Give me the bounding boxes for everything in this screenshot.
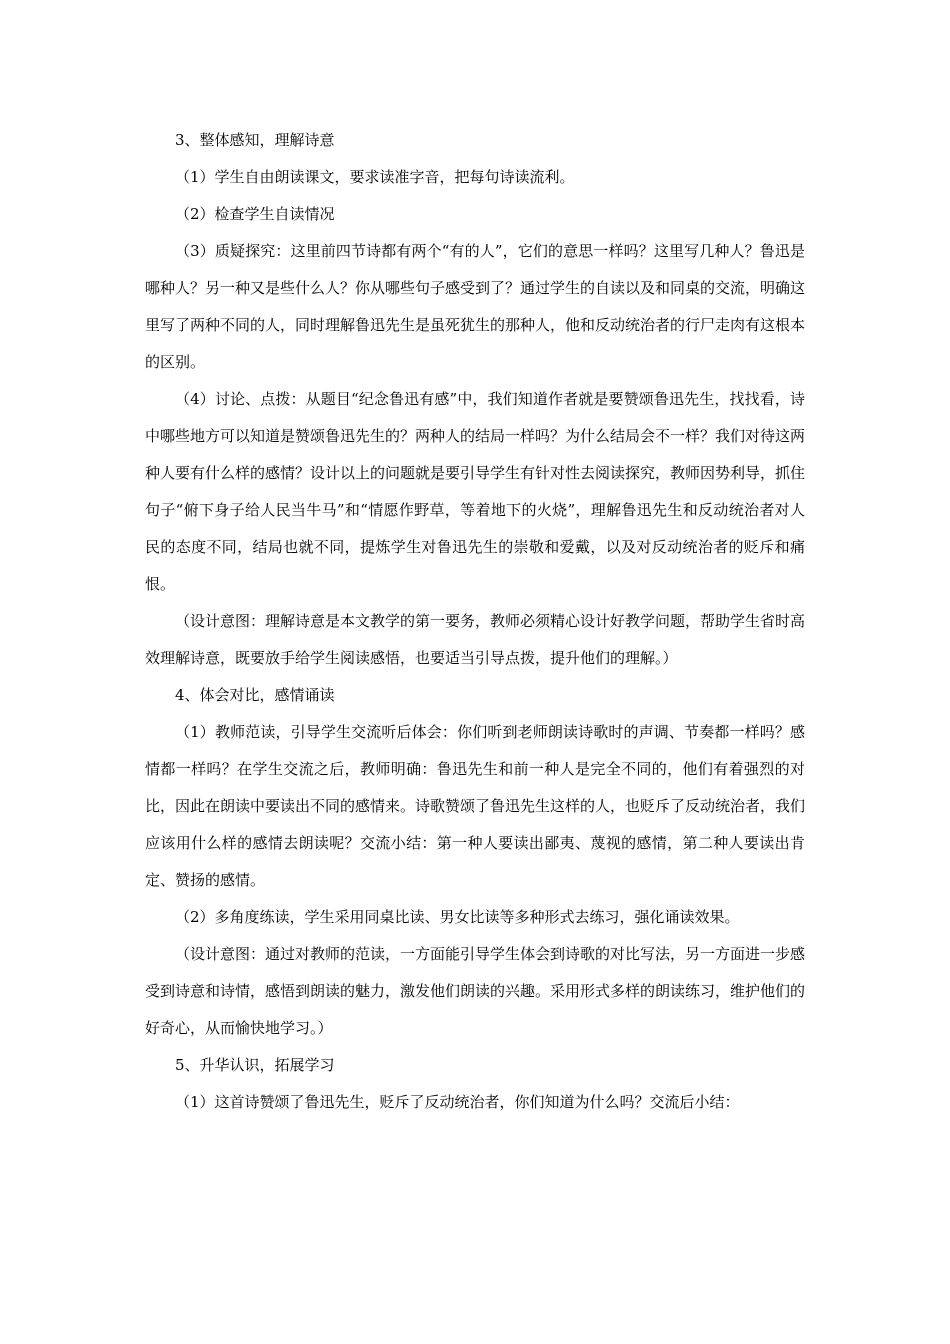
- paragraph-extension: （1）这首诗赞颂了鲁迅先生，贬斥了反动统治者，你们知道为什么吗？交流后小结：: [175, 1093, 740, 1111]
- paragraph-read-aloud: （1）学生自由朗读课文，要求读准字音，把每句诗读流利。: [175, 168, 575, 186]
- section-heading-5: 5、升华认识，拓展学习: [175, 1056, 335, 1074]
- design-note-paragraph: （设计意图：通过对教师的范读，一方面能引导学生体会到诗歌的对比写法，另一方面进一步感受到诗意和诗情，感悟到朗读的魅力，激发他们朗读的兴趣。采用形式多样的朗读练习，维护他们的好奇心，从而愉快地学习。）: [145, 945, 806, 1037]
- document-page: [145, 122, 805, 1121]
- section-heading-4: 4、体会对比，感情诵读: [175, 686, 335, 704]
- paragraph-check-reading: （2）检查学生自读情况: [175, 205, 335, 223]
- paragraph-inquiry: （3）质疑探究：这里前四节诗都有两个“有的人”，它们的意思一样吗？这里写几种人？鲁迅是哪种人？另一种又是些什么人？你从哪些句子感受到了？通过学生的自读以及和同桌的交流，明确这里写了两种不同的人，同时理解鲁迅先生是虽死犹生的那种人，他和反动统治者的行尸走肉有这根本的区别。: [145, 242, 806, 371]
- paragraph-teacher-model-reading: （1）教师范读，引导学生交流听后体会：你们听到老师朗读诗歌时的声调、节奏都一样吗？感情都一样吗？在学生交流之后，教师明确：鲁迅先生和前一种人是完全不同的，他们有着强烈的对比，因此在朗读中要读出不同的感情来。诗歌赞颂了鲁迅先生这样的人，也贬斥了反动统治者，我们应该用什么样的感情去朗读呢？交流小结：第一种人要读出鄙夷、蔑视的感情，第二种人要读出肯定、赞扬的感情。: [145, 723, 806, 889]
- paragraph-discussion: （4）讨论、点拨：从题目“纪念鲁迅有感”中，我们知道作者就是要赞颂鲁迅先生，找找看，诗中哪些地方可以知道是赞颂鲁迅先生的？两种人的结局一样吗？为什么结局会不一样？我们对待这两种人要有什么样的感情？设计以上的问题就是要引导学生有针对性去阅读探究，教师因势利导，抓住句子“俯下身子给人民当牛马”和“情愿作野草，等着地下的火烧”，理解鲁迅先生和反动统治者对人民的态度不同，结局也就不同，提炼学生对鲁迅先生的崇敬和爱戴，以及对反动统治者的贬斥和痛恨。: [145, 390, 806, 593]
- section-heading-3: 3、整体感知，理解诗意: [175, 131, 335, 149]
- paragraph-practice-reading: （2）多角度练读，学生采用同桌比读、男女比读等多种形式去练习，强化诵读效果。: [175, 908, 740, 926]
- design-note-paragraph: （设计意图：理解诗意是本文教学的第一要务，教师必须精心设计好教学问题，帮助学生省时高效理解诗意，既要放手给学生阅读感悟，也要适当引导点拨，提升他们的理解。）: [145, 612, 806, 667]
